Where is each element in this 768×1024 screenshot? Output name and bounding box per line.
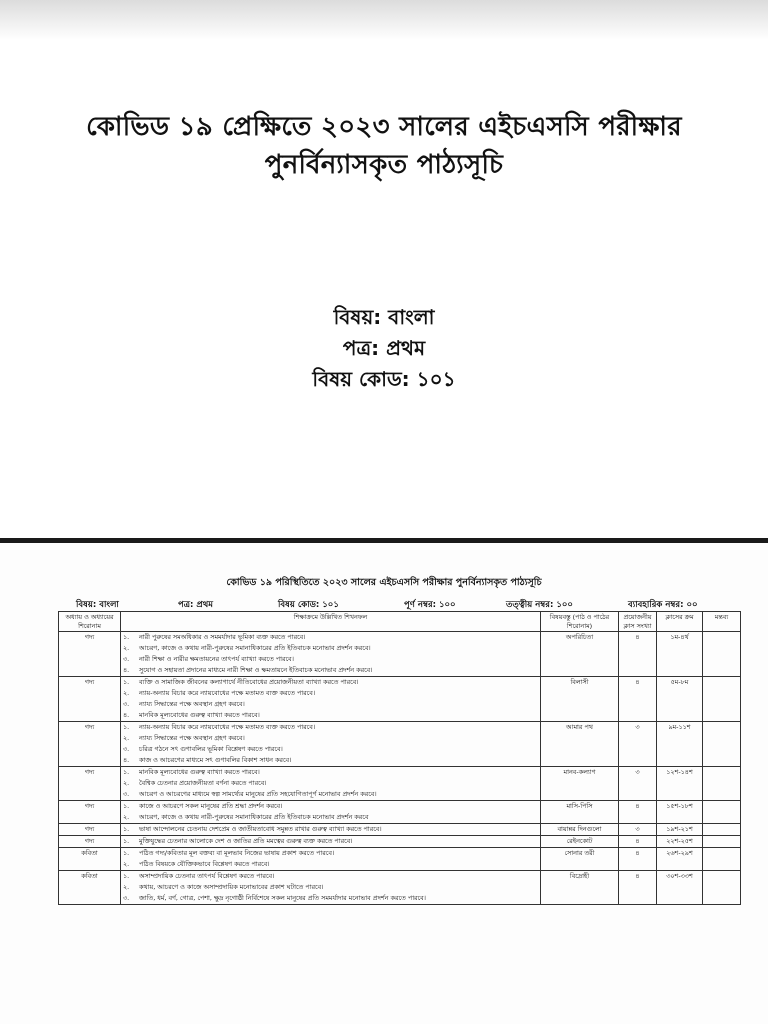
meta-code: বিষয় কোড: ১০১: [278, 600, 339, 610]
outcome-item: [123, 836, 538, 847]
cell-content: আমার পথ: [541, 722, 619, 767]
cell-outcomes: [121, 871, 541, 905]
meta-paper: পত্র: প্রথম: [178, 600, 213, 610]
table-row: [59, 824, 741, 836]
outcome-text: ভাষা আন্দোলনের চেতনায় দেশপ্রেম ও জাতীয়তাবোধ সমুন্নত রাখার গুরুত্ব ব্যাখ্যা করতে পারবে।: [139, 825, 382, 833]
cover-title-line-2: পুনর্বিন্যাসকৃত পাঠ্যসূচি: [264, 150, 504, 180]
outcome-number: ৪.: [123, 756, 130, 764]
outcome-item: [123, 778, 538, 789]
syllabus-table: [58, 611, 741, 905]
cell-chapter: গদ্য: [59, 722, 121, 767]
outcome-item: [123, 744, 538, 755]
cell-classes: ৪: [619, 632, 657, 677]
cell-classes: ৩: [619, 767, 657, 801]
cell-classes: ৪: [619, 677, 657, 722]
table-row: [59, 848, 741, 871]
outcome-text: মুক্তিযুদ্ধের চেতনার আলোকে দেশ ও জাতির প্রতি মমত্বের গুরুত্ব ব্যক্ত করতে পারবে।: [139, 837, 353, 845]
outcome-text: ন্যায্য সিদ্ধান্তের পক্ষে অবস্থান গ্রহণ করবে।: [139, 734, 245, 742]
outcome-text: ন্যায়-অন্যায় বিচার করে ন্যায়বোধের পক্ষে মতামত ব্যক্ত করতে পারবে।: [139, 689, 316, 697]
table-row: [59, 836, 741, 848]
cell-content: সোনার তরী: [541, 848, 619, 871]
cover-title-line-1: কোভিড ১৯ প্রেক্ষিতে ২০২৩ সালের এইচএসসি পরীক্ষার: [86, 112, 682, 142]
cell-classes: ৪: [619, 801, 657, 824]
outcome-number: ৪.: [123, 711, 130, 719]
outcome-text: নারী শিক্ষা ও নারীর ক্ষমতায়নের তাৎপর্য ব্যাখ্যা করতে পারবে।: [139, 655, 294, 663]
cell-chapter: গদ্য: [59, 824, 121, 836]
outcome-item: [123, 665, 538, 676]
outcome-text: আচরণ, কাজে ও কথায় নারী-পুরুষের সমানাধিকারের প্রতি ইতিবাচক মনোভাব প্রদর্শন করবে: [139, 813, 369, 821]
cell-outcomes: [121, 836, 541, 848]
cell-classes: ৪: [619, 848, 657, 871]
cell-chapter: কবিতা: [59, 871, 121, 905]
cell-outcomes: [121, 801, 541, 824]
table-row: [59, 632, 741, 677]
outcome-item: [123, 755, 538, 766]
meta-practical-marks: ব্যাবহারিক নম্বর: ০০: [628, 600, 698, 610]
outcome-number: ৩.: [123, 894, 130, 902]
cell-remarks: [703, 677, 741, 722]
outcome-text: ন্যায্য সিদ্ধান্তের পক্ষে অবস্থান গ্রহণ করবে।: [139, 700, 245, 708]
table-row: [59, 722, 741, 767]
header-content: বিষয়বস্তু (পাঠ ও পাঠের শিরোনাম): [541, 612, 619, 632]
table-body: [59, 632, 741, 905]
meta-subject: বিষয়: বাংলা: [76, 600, 119, 610]
table-row: [59, 677, 741, 722]
cell-chapter: গদ্য: [59, 632, 121, 677]
cell-chapter: গদ্য: [59, 767, 121, 801]
cell-classes: ৪: [619, 871, 657, 905]
outcome-text: কথায়, আচরণে ও কাজে অসাম্প্রদায়িক মনোভাবের প্রকাশ ঘটাতে পারবে।: [139, 883, 324, 891]
cell-remarks: [703, 632, 741, 677]
header-remarks: মন্তব্য: [703, 612, 741, 632]
cell-chapter: কবিতা: [59, 848, 121, 871]
cell-remarks: [703, 871, 741, 905]
cell-remarks: [703, 848, 741, 871]
cell-sequence: ৩০শ-৩৩শ: [657, 871, 703, 905]
outcome-item: [123, 859, 538, 870]
outcome-number: ৩.: [123, 655, 130, 663]
header-sequence: ক্লাসের ক্রম: [657, 612, 703, 632]
cell-sequence: ১ম-৪র্থ: [657, 632, 703, 677]
outcome-item: [123, 654, 538, 665]
outcome-number: ২.: [123, 779, 130, 787]
cell-sequence: ১২শ-১৪শ: [657, 767, 703, 801]
cell-content: বিদ্রোহী: [541, 871, 619, 905]
table-row: [59, 871, 741, 905]
cell-sequence: ৫ম-৮ম: [657, 677, 703, 722]
outcome-text: ব্যক্তি ও সামাজিক জীবনের কল্যাণার্থে নীতিবোধের প্রয়োজনীয়তা ব্যাখ্যা করতে পারবে।: [139, 678, 359, 686]
outcome-text: আচরণ, কাজে ও কথায় নারী-পুরুষের সমানাধিকারের প্রতি ইতিবাচক মনোভাব প্রদর্শন করবে।: [139, 644, 371, 652]
outcome-number: ১.: [123, 768, 130, 776]
cell-sequence: ২২শ-২৫শ: [657, 836, 703, 848]
outcome-number: ২.: [123, 860, 130, 868]
outcome-text: সুযোগ ও সহায়তা প্রদানের মাধ্যমে নারী শিক্ষা ও ক্ষমতায়নে ইতিবাচক মনোভাব প্রদর্শন করবে।: [139, 666, 373, 674]
outcome-item: [123, 848, 538, 859]
cell-outcomes: [121, 767, 541, 801]
cell-content: বায়ান্নর দিনগুলো: [541, 824, 619, 836]
cover-subject: বিষয়: বাংলা: [333, 305, 435, 329]
outcome-item: [123, 767, 538, 778]
outcome-number: ১.: [123, 825, 130, 833]
outcome-number: ২.: [123, 644, 130, 652]
outcome-text: পঠিত গদ্য/কবিতার মূল বক্তব্য বা মূলভাব নিজের ভাষায় প্রকাশ করতে পারবে।: [139, 849, 335, 857]
outcome-number: ৩.: [123, 700, 130, 708]
outcome-number: ১.: [123, 802, 130, 810]
outcome-item: [123, 722, 538, 733]
outcome-number: ১.: [123, 849, 130, 857]
outcome-number: ১.: [123, 837, 130, 845]
header-chapter: অধ্যায় ও অধ্যায়ের শিরোনাম: [59, 612, 121, 632]
syllabus-page: [0, 543, 768, 1024]
outcome-item: [123, 733, 538, 744]
outcome-item: [123, 824, 538, 835]
cell-remarks: [703, 767, 741, 801]
outcome-text: নারী পুরুষের সমঅধিকার ও সমমর্যাদার ভূমিকা ব্যক্ত করতে পারবে।: [139, 633, 306, 641]
outcome-number: ১.: [123, 872, 130, 880]
outcome-number: ২.: [123, 689, 130, 697]
table-header-row: [59, 612, 741, 632]
outcome-number: ২.: [123, 813, 130, 821]
cell-sequence: ৯ম-১১শ: [657, 722, 703, 767]
cell-content: রেইনকোট: [541, 836, 619, 848]
outcome-item: [123, 710, 538, 721]
cell-chapter: গদ্য: [59, 801, 121, 824]
outcome-item: [123, 882, 538, 893]
cell-classes: ৩: [619, 824, 657, 836]
cover-subject-info: [200, 302, 568, 395]
outcome-number: ৩.: [123, 745, 130, 753]
outcome-text: পঠিত বিষয়কে যৌক্তিকভাবে বিশ্লেষণ করতে পারবে।: [139, 860, 270, 868]
header-classes: প্রয়োজনীয় ক্লাস সংখ্যা: [619, 612, 657, 632]
outcome-text: চরিত্র গঠনে সৎ গুণাবলির ভূমিকা বিশ্লেষণ করতে পারবে।: [139, 745, 283, 753]
syllabus-title: কোভিড ১৯ পরিস্থিতিতে ২০২৩ সালের এইচএসসি পরীক্ষার পুনর্বিন্যাসকৃত পাঠ্যসূচি: [226, 577, 542, 588]
cell-remarks: [703, 836, 741, 848]
outcome-number: ২.: [123, 734, 130, 742]
cell-outcomes: [121, 824, 541, 836]
cover-title: [60, 108, 708, 184]
cell-chapter: গদ্য: [59, 836, 121, 848]
outcome-item: [123, 871, 538, 882]
outcome-item: [123, 789, 538, 800]
cell-outcomes: [121, 722, 541, 767]
outcome-number: ৪.: [123, 666, 130, 674]
outcome-item: [123, 801, 538, 812]
outcome-item: [123, 688, 538, 699]
outcome-item: [123, 677, 538, 688]
outcome-text: মানবিক মূল্যবোধের গুরুত্ব ব্যাখ্যা করতে পারবে।: [139, 711, 260, 719]
outcome-number: ১.: [123, 678, 130, 686]
outcome-text: বৈশ্বিক চেতনার প্রয়োজনীয়তা বর্ণনা করতে পারবে।: [139, 779, 267, 787]
meta-theory-marks: তত্ত্বীয় নম্বর: ১০০: [506, 600, 573, 610]
cover-subject-code: বিষয় কোড: ১০১: [312, 367, 456, 391]
outcome-text: কাজে ও আচরণে সকল মানুষের প্রতি শ্রদ্ধা প্রদর্শন করবে।: [139, 802, 283, 810]
outcome-number: ৩.: [123, 790, 130, 798]
cover-page: [0, 40, 768, 538]
outcome-item: [123, 643, 538, 654]
outcome-number: ১.: [123, 633, 130, 641]
cover-paper: পত্র: প্রথম: [342, 336, 426, 360]
outcome-number: ১.: [123, 723, 130, 731]
outcome-item: [123, 699, 538, 710]
cell-outcomes: [121, 632, 541, 677]
outcome-text: অসাম্প্রদায়িক চেতনার তাৎপর্য বিশ্লেষণ করতে পারবে।: [139, 872, 275, 880]
outcome-text: আচরণ ও আচরণের মাধ্যমে স্বল্প সামর্থ্যের মানুষের প্রতি সহযোগিতাপূর্ণ মনোভাব প্রদর্শন করবে।: [139, 790, 377, 798]
cell-classes: ৩: [619, 722, 657, 767]
cell-content: মাসি-পিসি: [541, 801, 619, 824]
cell-chapter: গদ্য: [59, 677, 121, 722]
cell-outcomes: [121, 677, 541, 722]
cell-sequence: ১৯শ-২১শ: [657, 824, 703, 836]
outcome-text: জাতি, ধর্ম, বর্ণ, গোত্র, পেশা, ক্ষুদ্র নৃগোষ্ঠী নির্বিশেষে সকল মানুষের প্রতি সমমর্যাদার মনোভাব প্রদর্শন করতে পারবে।: [139, 894, 426, 902]
cell-sequence: ১৫শ-১৮শ: [657, 801, 703, 824]
outcome-item: [123, 812, 538, 823]
outcome-item: [123, 632, 538, 643]
header-outcomes: শিক্ষাক্রমে উল্লিখিত শিখনফল: [121, 612, 541, 632]
outcome-text: কাজ ও আচরণের মাধ্যমে সৎ গুণাবলির বিকাশ সাধন করবে।: [139, 756, 292, 764]
cell-remarks: [703, 801, 741, 824]
table-row: [59, 767, 741, 801]
cell-content: অপরিচিতা: [541, 632, 619, 677]
outcome-number: ২.: [123, 883, 130, 891]
cell-remarks: [703, 824, 741, 836]
cell-sequence: ২৬শ-২৯শ: [657, 848, 703, 871]
cell-content: মানব-কল্যাণ: [541, 767, 619, 801]
cell-outcomes: [121, 848, 541, 871]
cell-classes: ৪: [619, 836, 657, 848]
meta-full-marks: পূর্ণ নম্বর: ১০০: [404, 600, 456, 610]
outcome-text: মানবিক মূল্যবোধের গুরুত্ব ব্যাখ্যা করতে পারবে।: [139, 768, 260, 776]
table-row: [59, 801, 741, 824]
outcome-item: [123, 893, 538, 904]
cell-content: বিলাসী: [541, 677, 619, 722]
viewer-top-shadow: [0, 0, 768, 40]
cell-remarks: [703, 722, 741, 767]
outcome-text: ন্যায়-অন্যায় বিচার করে ন্যায়বোধের পক্ষে মতামত ব্যক্ত করতে পারবে।: [139, 723, 316, 731]
